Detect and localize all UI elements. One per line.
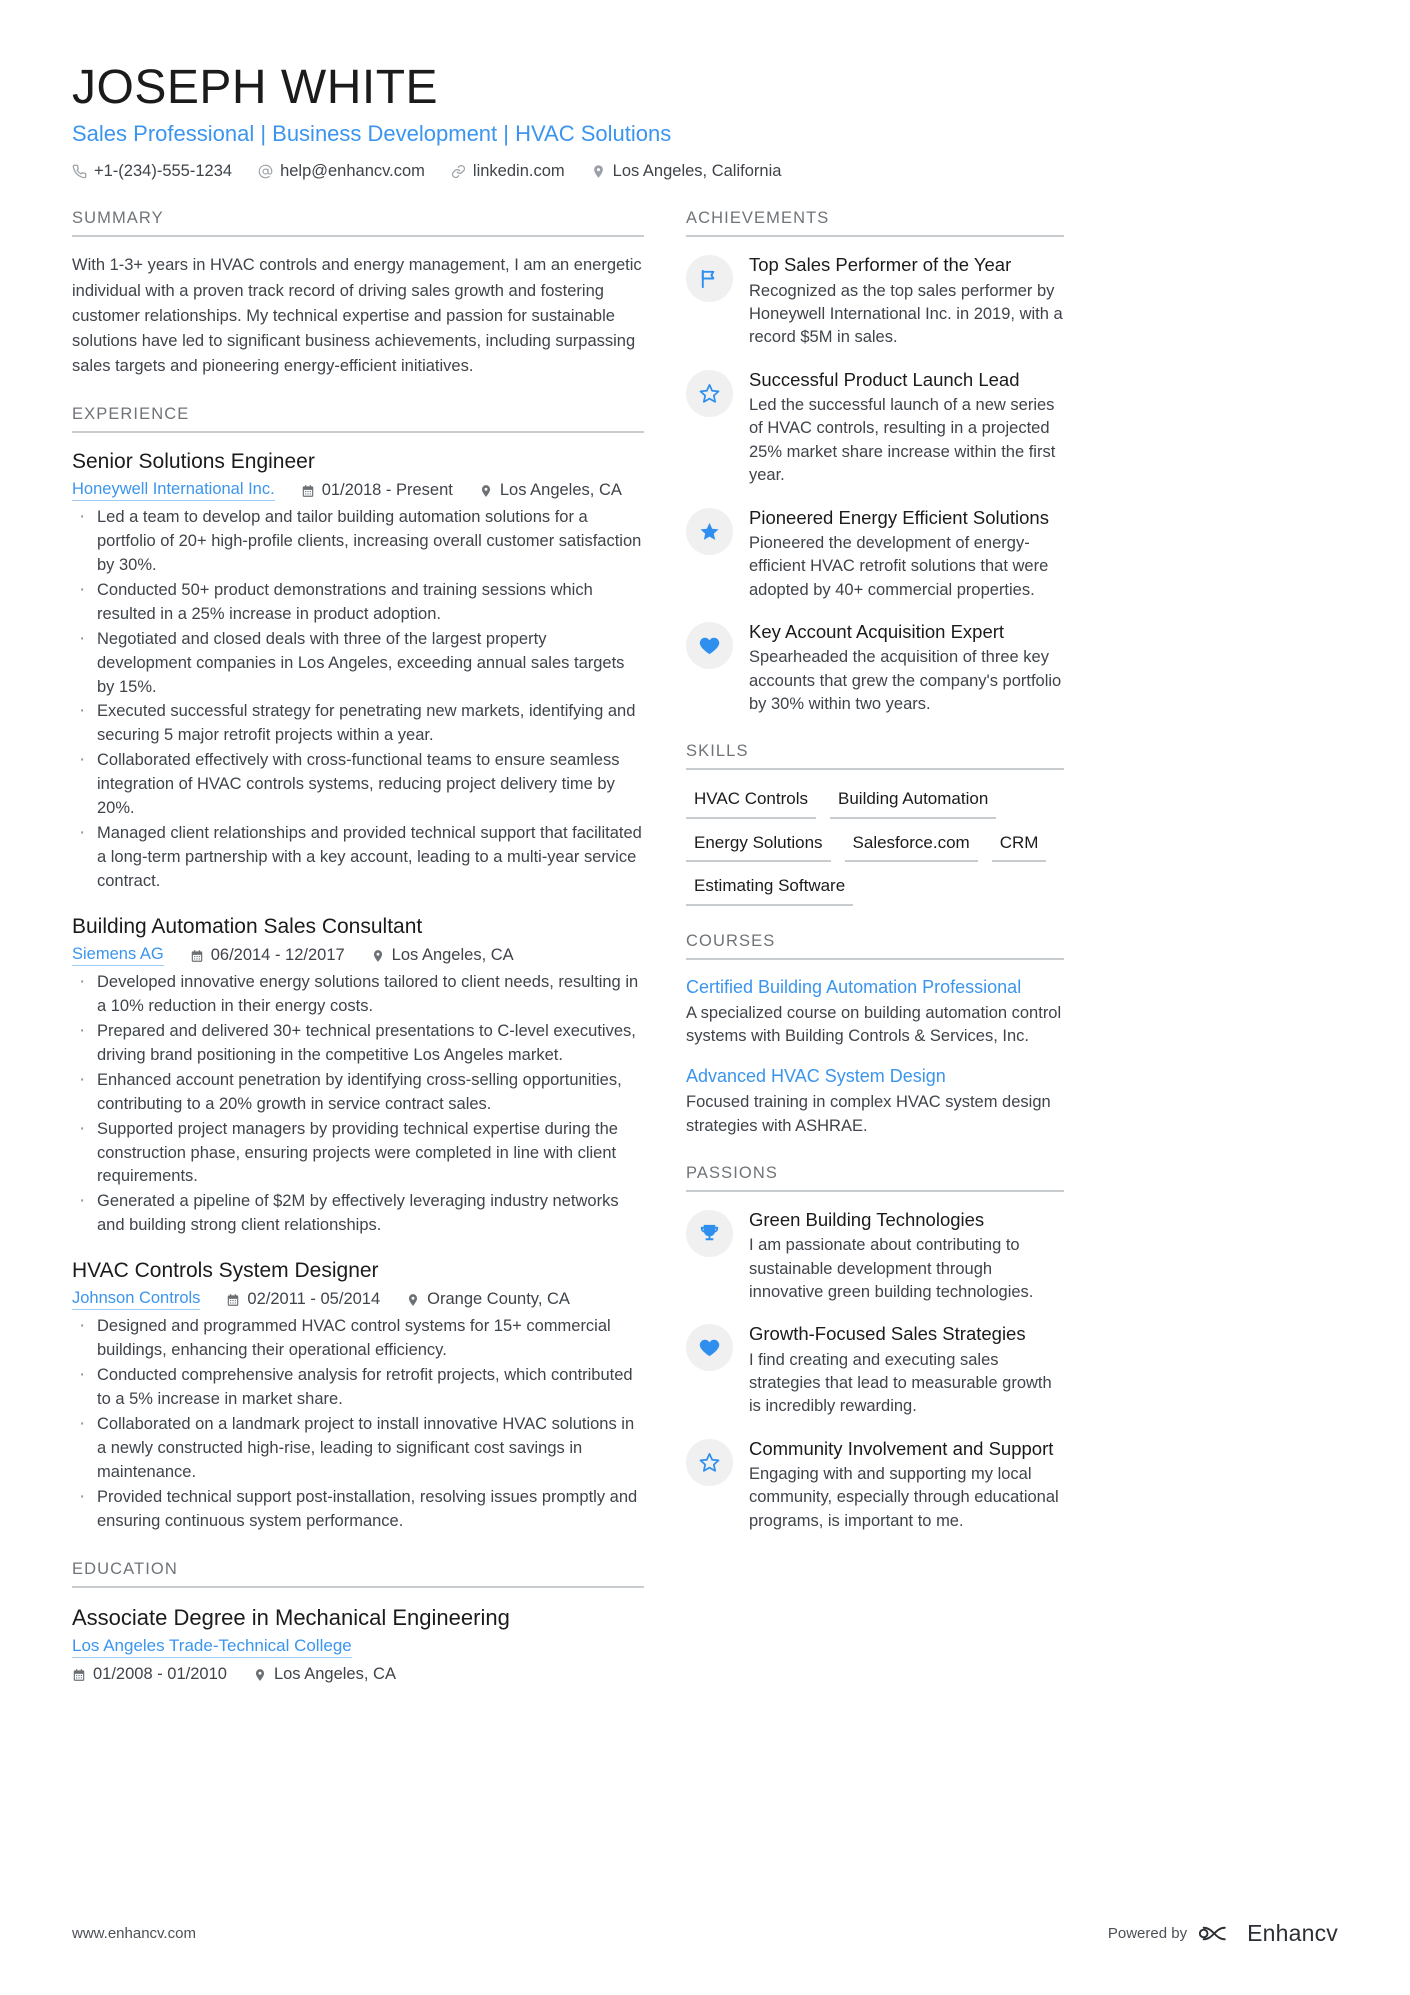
job-title: Building Automation Sales Consultant [72, 914, 423, 938]
achievement-item [686, 506, 1064, 602]
achievement-title: Pioneered Energy Efficient Solutions [749, 506, 1049, 528]
job-location [479, 481, 622, 500]
passion-description: I am passionate about contributing to sustainable development through innovative green building technologies. [749, 1236, 1034, 1302]
job-bullets [72, 1315, 644, 1533]
star-outline-icon [686, 370, 733, 417]
achievement-item [686, 620, 1064, 716]
phone-icon [72, 164, 87, 179]
location-icon [591, 164, 606, 179]
resume-header [72, 62, 1338, 181]
job-company[interactable]: Honeywell International Inc. [72, 480, 275, 501]
education-degree: Associate Degree in Mechanical Engineering [72, 1604, 510, 1630]
professional-headline: Sales Professional | Business Development | HVAC Solutions [72, 120, 672, 146]
job-title: HVAC Controls System Designer [72, 1259, 379, 1283]
section-experience [72, 405, 644, 1534]
location-icon [253, 1668, 267, 1682]
job-bullet: · Designed and programmed HVAC control systems for 15+ commercial buildings, enhancing their operational efficiency. [72, 1315, 644, 1363]
footer-website[interactable]: www.enhancv.com [72, 1925, 196, 1942]
section-summary [72, 209, 644, 378]
job-location-text: Los Angeles, CA [499, 481, 622, 500]
skill-chip: Building Automation [830, 786, 996, 818]
job-dates [226, 1290, 380, 1309]
calendar-icon [190, 949, 204, 963]
star-outline-icon [686, 1439, 733, 1486]
enhancv-wordmark: Enhancv [1247, 1920, 1338, 1946]
education-school[interactable]: Los Angeles Trade-Technical College [72, 1636, 352, 1658]
contact-location-text: Los Angeles, California [612, 162, 782, 181]
job-location-text: Los Angeles, CA [391, 946, 514, 965]
section-heading-summary: SUMMARY [72, 209, 644, 237]
powered-by [1108, 1920, 1338, 1947]
passion-title: Community Involvement and Support [749, 1437, 1054, 1459]
section-heading-achievements: ACHIEVEMENTS [686, 209, 1064, 237]
skill-chip: CRM [992, 830, 1047, 862]
job-bullet: · Collaborated on a landmark project to install innovative HVAC solutions in a newly constructed high-rise, leading to significant cost savings in maintenance. [72, 1413, 644, 1485]
job-bullets [72, 506, 644, 894]
email-icon [258, 164, 273, 179]
location-icon [406, 1293, 420, 1307]
achievement-description: Led the successful launch of a new series of HVAC controls, resulting in a projected 25% market share increase within the first year. [749, 395, 1056, 485]
education-dates-text: 01/2008 - 01/2010 [93, 1665, 227, 1684]
passion-item [686, 1437, 1064, 1533]
section-skills [686, 742, 1064, 905]
job-bullet: · Managed client relationships and provided technical support that facilitated a long-term partnership with a key account, leading to a multi-year service contract. [72, 822, 644, 894]
job-bullet: · Supported project managers by providing technical expertise during the construction phase, ensuring projects were completed in line with client requirements. [72, 1118, 644, 1190]
course-description: Focused training in complex HVAC system design strategies with ASHRAE. [686, 1093, 1051, 1135]
passion-item [686, 1322, 1064, 1418]
job-dates-text: 06/2014 - 12/2017 [210, 946, 345, 965]
course-description: A specialized course on building automation control systems with Building Controls & Services, Inc. [686, 1003, 1062, 1046]
location-icon [371, 949, 385, 963]
achievement-description: Spearheaded the acquisition of three key accounts that grew the company's portfolio by 30% within two years. [749, 648, 1062, 713]
flag-icon [686, 255, 733, 302]
job-bullet: · Negotiated and closed deals with three of the largest property development companies in Los Angeles, exceeding annual sales targets by 15%. [72, 628, 644, 700]
job-bullet: · Developed innovative energy solutions tailored to client needs, resulting in a 10% reduction in their energy costs. [72, 971, 644, 1019]
star-filled-icon [686, 508, 733, 555]
job-location-text: Orange County, CA [427, 1290, 570, 1309]
summary-text: With 1-3+ years in HVAC controls and energy management, I am an energetic individual with a proven track record of driving sales growth and fostering customer relationships. My technical expertise and passion for sustainable solutions have led to significant business achievements, including surpassing sales targets and pioneering energy-efficient initiatives. [72, 256, 642, 375]
job-location [406, 1290, 570, 1309]
job-bullet: · Conducted comprehensive analysis for retrofit projects, which contributed to a 5% increase in market share. [72, 1364, 644, 1412]
education-meta [72, 1665, 644, 1684]
job-meta [72, 945, 644, 966]
job-bullet: · Prepared and delivered 30+ technical presentations to C-level executives, driving brand positioning in the competitive Los Angeles market. [72, 1020, 644, 1068]
passion-description: Engaging with and supporting my local community, especially through educational programs, is important to me. [749, 1464, 1059, 1530]
contact-email-text: help@enhancv.com [280, 162, 425, 181]
job-bullets [72, 971, 644, 1238]
contact-phone-text: +1-(234)-555-1234 [94, 162, 233, 181]
job-company[interactable]: Johnson Controls [72, 1289, 200, 1310]
contact-link[interactable] [451, 162, 565, 181]
job-bullet: · Executed successful strategy for penetrating new markets, identifying and securing 5 major retrofit projects within a year. [72, 700, 644, 748]
experience-entry [72, 1258, 644, 1534]
calendar-icon [72, 1668, 86, 1682]
enhancv-logo [1199, 1920, 1338, 1947]
passion-title: Growth-Focused Sales Strategies [749, 1323, 1026, 1345]
job-bullet: · Collaborated effectively with cross-functional teams to ensure seamless integration of HVAC controls systems, reducing project delivery time by 20%. [72, 749, 644, 821]
job-location [371, 946, 514, 965]
contact-location[interactable] [591, 162, 782, 181]
achievement-item [686, 253, 1064, 349]
job-bullet: · Led a team to develop and tailor building automation solutions for a portfolio of 20+ high-profile clients, increasing overall customer satisfaction by 30%. [72, 506, 644, 578]
course-name[interactable]: Advanced HVAC System Design [686, 1065, 946, 1086]
job-dates-text: 01/2018 - Present [321, 481, 453, 500]
heart-icon [686, 622, 733, 669]
location-icon [479, 484, 493, 498]
job-company[interactable]: Siemens AG [72, 945, 164, 966]
left-column [72, 209, 644, 1710]
achievement-title: Key Account Acquisition Expert [749, 621, 1005, 643]
page-title: JOSEPH WHITE [72, 61, 439, 114]
education-entry [72, 1604, 644, 1685]
job-title: Senior Solutions Engineer [72, 449, 315, 473]
page-footer [72, 1920, 1338, 1947]
job-meta [72, 480, 644, 501]
job-dates-text: 02/2011 - 05/2014 [247, 1290, 381, 1309]
job-bullet: · Provided technical support post-installation, resolving issues promptly and ensuring continuous system performance. [72, 1486, 644, 1534]
section-heading-experience: EXPERIENCE [72, 405, 644, 433]
link-icon [451, 164, 466, 179]
resume-body [72, 209, 1338, 1710]
passion-description: I find creating and executing sales strategies that lead to measurable growth is incredibly rewarding. [749, 1350, 1052, 1416]
job-bullet: · Enhanced account penetration by identifying cross-selling opportunities, contributing to a 20% growth in service contract sales. [72, 1069, 644, 1117]
heart-icon [686, 1324, 733, 1371]
section-courses [686, 932, 1064, 1138]
achievement-description: Pioneered the development of energy-efficient HVAC retrofit solutions that were adopted by 40+ commercial properties. [749, 533, 1049, 599]
skill-chip: Estimating Software [686, 873, 853, 905]
calendar-icon [301, 484, 315, 498]
course-name[interactable]: Certified Building Automation Professional [686, 976, 1022, 997]
right-column [686, 209, 1064, 1559]
job-meta [72, 1289, 644, 1310]
passion-item [686, 1208, 1064, 1304]
skill-chip: HVAC Controls [686, 786, 816, 818]
skill-chip: Energy Solutions [686, 830, 831, 862]
powered-by-label: Powered by [1107, 1925, 1188, 1942]
section-education [72, 1560, 644, 1685]
section-heading-education: EDUCATION [72, 1560, 644, 1588]
job-dates [301, 481, 453, 500]
education-dates [72, 1665, 227, 1684]
course-item [686, 1065, 1064, 1138]
experience-entry [72, 449, 644, 894]
achievement-title: Top Sales Performer of the Year [749, 254, 1012, 276]
achievement-item [686, 368, 1064, 488]
enhancv-mark-icon [1199, 1922, 1239, 1945]
section-passions [686, 1164, 1064, 1533]
course-item [686, 976, 1064, 1049]
job-dates [190, 946, 345, 965]
contact-link-text: linkedin.com [472, 162, 565, 181]
section-achievements [686, 209, 1064, 716]
achievement-description: Recognized as the top sales performer by Honeywell International Inc. in 2019, with a record $5M in sales. [749, 281, 1063, 347]
section-heading-courses: COURSES [686, 932, 1064, 960]
skill-chip: Salesforce.com [845, 830, 978, 862]
education-location-text: Los Angeles, CA [273, 1665, 396, 1684]
section-heading-passions: PASSIONS [686, 1164, 1064, 1192]
achievement-title: Successful Product Launch Lead [749, 368, 1020, 390]
calendar-icon [226, 1293, 240, 1307]
experience-entry [72, 914, 644, 1238]
section-heading-skills: SKILLS [686, 742, 1064, 770]
job-bullet: · Conducted 50+ product demonstrations and training sessions which resulted in a 25% increase in product adoption. [72, 579, 644, 627]
education-location [253, 1665, 396, 1684]
skills-list [686, 786, 1064, 905]
job-bullet: · Generated a pipeline of $2M by effectively leveraging industry networks and building strong client relationships. [72, 1190, 644, 1238]
trophy-icon [686, 1210, 733, 1257]
contact-row [72, 162, 1338, 181]
contact-email[interactable] [258, 162, 425, 181]
passion-title: Green Building Technologies [749, 1209, 985, 1231]
contact-phone[interactable] [72, 162, 232, 181]
